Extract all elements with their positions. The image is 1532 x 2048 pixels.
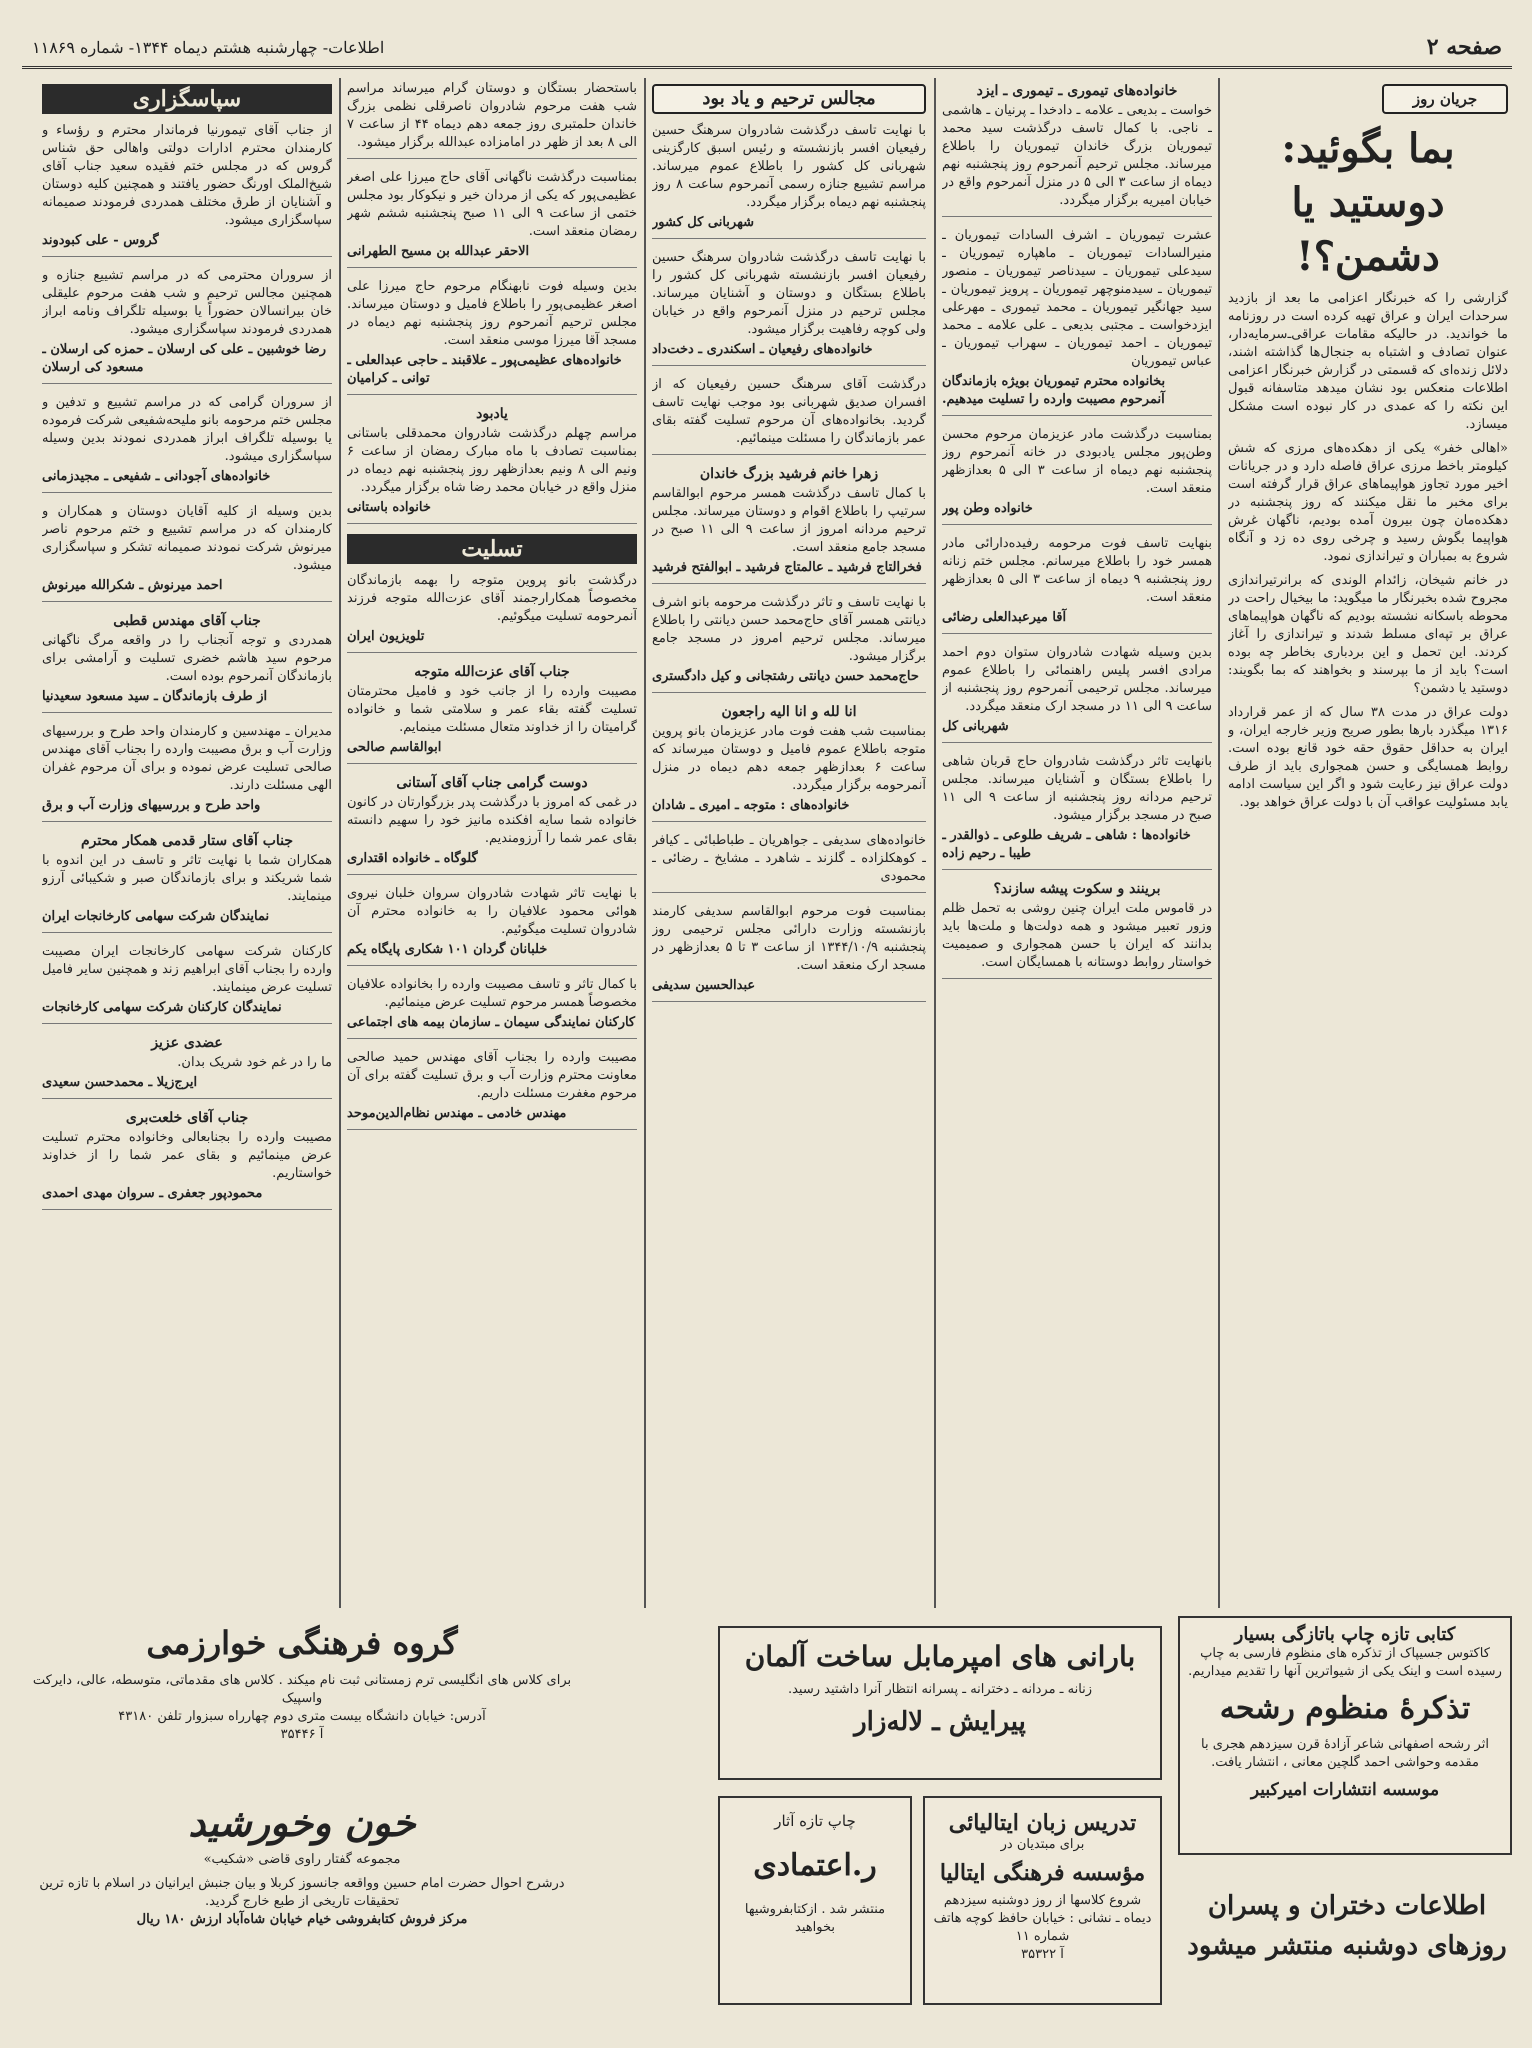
book-ad-intro: کاکتوس جسیپاک از تذکره های منظوم فارسی به چاپ رسیده است و اینک یکی از شیواترین آنها را تقدیم میداریم. [1188, 1646, 1502, 1679]
etemadi-ad [718, 1796, 912, 2005]
notice-block [42, 943, 332, 1024]
notice-body: خانواده‌های سدیفی ـ جواهریان ـ طباطبائی ـ کیافر ـ کوهکلزاده ـ گلزند ـ شاهرد ـ مشایخ ـ رضائی ـ محمودی [652, 833, 926, 884]
notice-body: از سروران گرامی که در مراسم تشییع و تدفین و مجلس ختم مرحومه بانو ملیحه‌شفیعی شرکت فرموده یا بوسیله تلگراف ابراز همدردی نمودند بدین وسیله سپاسگزاری میشود. [42, 395, 332, 464]
notice-signature: خانواده‌ها : شاهی ـ شریف طلوعی ـ ذوالقدر ـ طیبا ـ رحیم زاده [942, 828, 1191, 861]
condolence-banner: تسلیت [347, 534, 637, 564]
notice-body: مصیبت وارده را بجناب آقای مهندس حمید صالحی معاونت محترم وزارت آب و برق تسلیت گفته برای آن مرحوم مغفرت مسئلت داریم. [347, 1050, 637, 1101]
notice-signature: خانواده وطن پور [942, 501, 1033, 516]
notice-signature: گروس - علی کبودوند [42, 233, 159, 248]
notice-body: مراسم چهلم درگذشت شادروان محمدقلی باستانی بمناسبت تصادف با ماه مبارک رمضان از ساعت ۶ ونیم الی ۸ ونیم بعدازظهر روز پنجشنبه نهم دیماه در منزل واقع در خیابان محمد رضا شاه برگزار میگردد. [347, 426, 637, 495]
thanks-banner: سپاسگزاری [42, 84, 332, 114]
italian-sub: برای مبتدیان در [1000, 1837, 1085, 1852]
italian-body: شروع کلاسها از روز دوشنبه سیزدهم دیماه ـ نشانی : خیابان حافظ کوچه هاتف شماره ۱۱ [933, 1893, 1152, 1944]
notice-body: در غمی که امروز با درگذشت پدر بزرگوارتان در کانون خانواده شما سایه افکنده مانیز خود را سهیم دانسته بقای عمر شما را آرزومندیم. [347, 795, 637, 846]
notice-signature: خلبانان گردان ۱۰۱ شکاری پایگاه یکم [347, 942, 548, 957]
book-ad [1178, 1616, 1512, 1855]
notice-title: انا لله و انا الیه راجعون [721, 704, 857, 720]
notice-body: مصیبت وارده را از جانب خود و فامیل محترمتان تسلیت گفته بقاء عمر و سلامتی شما و خانواده گرامیتان را از خداوند متعال مسئلت مینمایم. [347, 684, 637, 735]
notice-signature: گلوگاه ـ خانواده اقتداری [347, 851, 478, 866]
issue-info: اطلاعات- چهارشنبه هشتم دیماه ۱۳۴۴- شماره ۱۱۸۶۹ [32, 37, 385, 57]
notice-block [652, 594, 926, 693]
notice-block [347, 278, 637, 395]
notice-title: جناب آقای ستار قدمی همکار محترم [80, 833, 294, 849]
notice-text: اطلاعات دختران و پسران روزهای دوشنبه منتشر میشود [1187, 1891, 1507, 1961]
khun-book-ad [22, 1796, 582, 2016]
etemadi-name: ر.اعتمادی [753, 1848, 877, 1883]
notice-signature: خانواده باستانی [347, 500, 431, 515]
notice-block [347, 169, 637, 268]
book-ad-title: کتابی تازه چاپ باتازگی بسیار [1234, 1624, 1456, 1645]
khun-sub: مجموعه گفتار راوی قاضی «شکیب» [203, 1852, 401, 1867]
italian-institute: مؤسسه فرهنگی ایتالیا [939, 1860, 1146, 1886]
newspaper-page [22, 28, 1512, 2028]
kharazmi-body: برای کلاس های انگلیسی ترم زمستانی ثبت نام میکند . کلاس های مقدماتی، متوسطه، عالی، دایرکت واسپیک [32, 1673, 572, 1706]
notice-signature: شهربانی کل [942, 719, 1009, 734]
notice-signature: خانواده‌های آجودانی ـ شفیعی ـ مجیدزمانی [42, 469, 271, 484]
notice-body: درگذشت آقای سرهنگ حسین رفیعیان که از افسران صدیق شهربانی بود موجب نهایت تاسف گردید. بخانواده‌های آن مرحوم تسلیت گفته بقای عمر بازماندگان را مسئلت مینمائیم. [652, 377, 926, 446]
editorial-column [1228, 80, 1508, 1610]
notice-body: با کمال تاسف درگذشت همسر مرحوم ابوالقاسم سرتیپ را باطلاع اقوام و دوستان میرساند. مجلس ترحیم مردانه امروز از ساعت ۹ الی ۱۱ صبح در مسجد جامع منعقد است. [652, 486, 926, 555]
notice-signature: کارکنان نمایندگی سیمان ـ سازمان بیمه های اجتماعی [347, 1015, 636, 1030]
editorial-paragraph: «اهالی خفر» یکی از دهکده‌های مرزی که شش کیلومتر باخط مرزی عراق فاصله دارد و در جریانات اخیر مورد تجاوز هواپیماهای عراق قرار گرفته است برای مخبر ما نقل میکنند که روز پنجشنبه در دهکده‌مان چون بیرون آمده بودیم، ناگهان غرش هواپیما بگوش رسید و چرخی روی ده زد و آنگاه شروع به بمباران و تیراندازی نمود. [1228, 441, 1508, 564]
notice-signature: خانواده‌های عظیمی‌پور ـ علاقبند ـ حاجی عبدالعلی ـ توانی ـ کرامیان [347, 353, 622, 386]
raincoat-store: پیرایش ـ لاله‌زار [854, 1707, 1026, 1737]
editorial-headline: بما بگوئید: دوستید یا دشمن؟! [1281, 125, 1455, 280]
notice-signature: نمایندگان شرکت سهامی کارخانجات ایران [42, 909, 270, 924]
notice-signature: خانواده‌های : متوجه ـ امیری ـ شادان [652, 798, 850, 813]
notice-signature: نمایندگان کارکنان شرکت سهامی کارخانجات [42, 1000, 282, 1015]
notice-body: بدین وسیله شهادت شادروان ستوان دوم احمد مرادی افسر پلیس راهنمائی را باطلاع عموم میرساند. مجلس ترحیمی آنمرحوم روز پنجشنبه از ساعت ۹ الی ۱۱ در مسجد ارک منعقد میگردد. [942, 645, 1212, 714]
notice-block [42, 122, 332, 257]
notice-block [347, 885, 637, 966]
notice-block [42, 267, 332, 384]
notice-block [652, 376, 926, 455]
notice-block [942, 535, 1212, 634]
notice-signature: الاحقر عبدالله بن مسیح الطهرانی [347, 244, 530, 259]
notice-body: با نهایت تاثر شهادت شادروان سروان خلبان نیروی هوائی محمود علافیان را به خانواده محترم آن شادروان تسلیت میگوئیم. [347, 886, 637, 937]
notice-signature: بخانواده محترم تیموریان بویژه بازماندگان آنمرحوم مصیبت وارده را تسلیت میدهیم. [942, 374, 1166, 407]
notice-block [42, 723, 332, 822]
notice-body: مدیران ـ مهندسین و کارمندان واحد طرح و بررسیهای وزارت آب و برق مصیبت وارده را بجناب آقای مهندس صالحی تسلیت عرض نموده و برای آن مرحوم غفران الهی مسئلت دارند. [42, 724, 332, 793]
notice-body: بدین وسیله از کلیه آقایان دوستان و همکاران و کارمندان که در مراسم تشییع و ختم مرحوم ناصر میرنوش شرکت نمودند صمیمانه تشکر و سپاسگزاری میشود. [42, 504, 332, 573]
notice-block [347, 80, 637, 159]
notice-body: از جناب آقای تیمورنیا فرماندار محترم و رؤساء و کارمندان محترم ادارات دولتی واهالی حق شناس گروس که در مجلس ختم فقیده سعید جناب آقای شیخ‌الملک اورنگ حضور یافتند و همچنین کلیه دوستان و آشنایان از طرق مختلف همدردی فرمودند صمیمانه سپاسگزاری میشود. [42, 123, 332, 228]
notice-block [42, 394, 332, 493]
notice-body: بمناسبت فوت مرحوم ابوالقاسم سدیفی کارمند بازنشسته وزارت دارائی مجلس ترحیمی روز پنجشنبه ۱۳۴۴/۱۰/۹ از ساعت ۳ تا ۵ بعدازظهر در مسجد ارک منعقد است. [652, 904, 926, 973]
notice-signature: عبدالحسین سدیفی [652, 978, 756, 993]
notice-body: مصیبت وارده را بجنابعالی وخانواده محترم تسلیت عرض مینمائیم و بقای عمر شما را از خداوند خواستاریم. [42, 1130, 332, 1181]
raincoat-ad [718, 1626, 1162, 1780]
page-header [22, 28, 1512, 69]
notice-block [652, 122, 926, 239]
book-ad-name: تذکرهٔ منظوم رشحه [1219, 1691, 1471, 1726]
raincoat-title: بارانی های امپرمابل ساخت آلمان [744, 1640, 1136, 1673]
memorial-banner: مجالس ترحیم و یاد بود [652, 84, 926, 114]
editorial-paragraph: دولت عراق در مدت ۳۸ سال که از عمر قرارداد ۱۳۱۶ میگذرد بارها بطور صریح وزیر خارجه ایران، و ایران به حداقل حقوق حقه خود قانع بوده است. روابط همسایگی و حسن همجواری باید از طرف دولت عراق نیز رعایت شود و اگر این سیاست ادامه یابد مسئولیت عواقب آن با دولت عراق خواهد بود. [1228, 705, 1508, 810]
notice-body: بمناسبت درگذشت ناگهانی آقای حاج میرزا علی اصغر عظیمی‌پور که یکی از مردان خیر و نیکوکار بود مجلس ختمی از ساعت ۹ الی ۱۱ صبح پنجشنبه ششم شهر رمضان منعقد است. [347, 170, 637, 239]
notice-signature: شهربانی کل کشور [652, 215, 754, 230]
book-ad-desc: اثر رشحه اصفهانی شاعر آزادهٔ قرن سیزدهم هجری با مقدمه وحواشی احمد گلچین معانی ، انتشار یافت. [1201, 1737, 1489, 1770]
notice-signature: ایرج‌زیلا ـ محمدحسن سعیدی [42, 1075, 198, 1090]
notice-title: جناب آقای مهندس قطبی [113, 613, 261, 629]
notice-block [652, 832, 926, 893]
italian-course-ad [923, 1796, 1162, 2005]
notice-body: همکاران شما با نهایت تاثر و تاسف در این اندوه با شما شریکند و برای بازماندگان صبر و شکیبائی آرزو مینمایند. [42, 853, 332, 904]
notice-body: با نهایت تاسف درگذشت شادروان سرهنگ حسین رفیعیان افسر بازنشسته شهربانی کل کشور را باطلاع بستگان و دوستان و آشنایان میرساند. مجلس ترحیم در منزل آنمرحوم واقع در خیابان ولی کوچه رفاهیت برگزار میشود. [652, 250, 926, 337]
etemadi-sub: منتشر شد . ازکتابفروشیها بخواهید [744, 1902, 886, 1935]
notice-body: با نهایت تاسف و تاثر درگذشت مرحومه بانو اشرف دیانتی همسر آقای حاج‌محمد حسن دیانتی را باطلاع میرساند. مجلس ترحیم امروز در مسجد جامع برگزار میشود. [652, 595, 926, 664]
notice-signature: ابوالقاسم صالحی [347, 740, 442, 755]
notice-body: عشرت تیموریان ـ اشرف السادات تیموریان ـ منیرالسادات تیموریان ـ ماهپاره تیموریان ـ سید‌علی تیموریان ـ سید‌ناصر تیموریان ـ منصور تیموریان ـ سید‌منوچهر تیموریان ـ پرویز تیموریان ـ سید جهانگیر تیموریان ـ محمد تیموری ـ مهرعلی ایزدخواست ـ مجتبی بدیعی ـ علی علامه ـ محمد تیموریان ـ احمد تیموریان ـ سهراب تیموریان ـ عباس تیموریان [942, 228, 1212, 369]
notice-title: جناب آقای خلعت‌بری [125, 1110, 249, 1126]
notice-body: همدردی و توجه آنجناب را در واقعه مرگ ناگهانی مرحوم سید هاشم خضری تسلیت و آرامشی برای بازماندگان آنمرحوم بوده است. [42, 633, 332, 684]
notice-signature: رضا خوشبین ـ علی کی ارسلان ـ حمزه کی ارسلان ـ مسعود کی ارسلان [42, 342, 327, 375]
notice-body: درگذشت بانو پروین متوجه را بهمه بازماندگان مخصوصاً همکارارجمند آقای عزت‌الله متوجه فرزند آنمرحومه تسلیت میگوئیم. [347, 573, 637, 624]
notices-column-1 [42, 80, 332, 1610]
ads-area [22, 1616, 1512, 2028]
notice-body: با نهایت تاسف درگذشت شادروان سرهنگ حسین رفیعیان افسر بازنشسته و رئیس اسبق کارگزینی شهربانی کل کشور را باطلاع عموم میرساند. مراسم تشییع جنازه رسمی آنمرحوم ساعت ۸ روز پنجشنبه نهم دیماه برگزار میگردد. [652, 123, 926, 210]
notice-block [652, 903, 926, 1002]
kharazmi-ad [22, 1616, 582, 1786]
notice-body: بمناسبت درگذشت مادر عزیزمان مرحوم محسن وطن‌پور مجلس یادبودی در خانه آنمرحوم روز پنجشنبه نهم دیماه از ساعت ۳ الی ۵ بعدازظهر منعقد است. [942, 427, 1212, 496]
notices-column-4 [942, 80, 1212, 1610]
notice-block [347, 572, 637, 653]
notice-block [347, 663, 637, 764]
notice-body: بنهایت تاسف فوت مرحومه رفیده‌دارائی مادر همسر خود را باطلاع میرسانم. مجلس ختم زنانه روز پنجشنبه ۹ دیماه از ساعت ۳ الی ۵ بعدازظهر منعقد است. [942, 536, 1212, 605]
notice-title: جناب آقای عزت‌الله متوجه [414, 664, 570, 680]
notice-block [347, 1049, 637, 1130]
notice-block [942, 644, 1212, 743]
section-tag: جریان روز [1382, 84, 1508, 114]
notice-signature: واحد طرح و بررسیهای وزارت آب و برق [42, 798, 261, 813]
notice-body: باستحضار بستگان و دوستان گرام میرساند مراسم شب هفت مرحوم شادروان ناصرقلی نظمی بزرگ خاندان حلمتبری روز جمعه دهم دیماه ۴۴ از ساعت ۷ الی ۸ بعد از ظهر در امامزاده عبدالله برگزار میشود. [347, 81, 637, 150]
kharazmi-title: گروه فرهنگی خوارزمی [146, 1624, 458, 1662]
kharazmi-address: آدرس: خیابان دانشگاه بیست متری دوم چهارراه سبزوار تلفن ۴۳۱۸۰ [118, 1709, 486, 1724]
notice-block [42, 1034, 332, 1099]
notice-block [942, 753, 1212, 870]
notice-block [347, 405, 637, 524]
notice-body: بمناسبت شب هفت فوت مادر عزیزمان بانو پروین متوجه باطلاع عموم فامیل و دوستان میرساند که ساعت ۶ بعدازظهر جمعه دهم دیماه در منزل آنمرحومه برگزار میگردد. [652, 724, 926, 793]
khun-store: مرکز فروش کتابفروشی خیام خیابان شاه‌آباد ارزش ۱۸۰ ریال [136, 1912, 468, 1927]
italian-title: تدریس زبان ایتالیائی [948, 1810, 1137, 1836]
notice-block [42, 1109, 332, 1210]
notice-body: بانهایت تاثر درگذشت شادروان حاج قربان شاهی را باطلاع بستگان و آشنایان میرساند. مجلس ترحیم مردانه روز پنجشنبه از ساعت ۹ الی ۱۱ صبح در مسجد برگزار میشود. [942, 754, 1212, 823]
notice-signature: محمودپور جعفری ـ سروان مهدی احمدی [42, 1186, 263, 1201]
notice-block [42, 832, 332, 933]
raincoat-sub: زنانه ـ مردانه ـ دخترانه ـ پسرانه انتظار آنرا داشتید رسید. [787, 1682, 1093, 1697]
notice-body: در قاموس ملت ایران چنین روشی به تحمل ظلم وزور تعبیر میشود و همه دولت‌ها و ملت‌ها باید بدانند که ایران با حسن همجواری و صمیمیت خواستار روابط دوستانه با همسایگان است. [942, 901, 1212, 970]
notice-body: کارکنان شرکت سهامی کارخانجات ایران مصیبت وارده را بجناب آقای ابراهیم زند و همچنین سایر فامیل تسلیت عرض مینمایند. [42, 944, 332, 995]
notices-column-3 [652, 80, 926, 1610]
notice-signature: حاج‌محمد حسن دیانتی رشتجانی و کیل دادگستری [652, 669, 919, 684]
page-number: صفحه ۲ [1426, 34, 1502, 60]
notice-body: ما را در غم خود شریک بدان. [177, 1055, 332, 1070]
notice-block [942, 227, 1212, 416]
khun-body: درشرح احوال حضرت امام حسین وواقعه جانسوز کربلا و بیان جنبش ایرانیان در اسلام با تازه ترین تحقیقات تاریخی از طبع خارج گردید. [39, 1876, 565, 1909]
notice-block [42, 503, 332, 602]
notice-body: بدین وسیله فوت نابهنگام مرحوم حاج میرزا علی اصغر عظیمی‌پور را باطلاع فامیل و دوستان میرساند. مجلس ترحیم آنمرحوم روز پنجشنبه نهم دیماه در مسجد آقا میرزا موسی منعقد است. [347, 279, 637, 348]
notice-block [347, 774, 637, 875]
notice-title: یادبود [476, 406, 508, 422]
notice-block [942, 426, 1212, 525]
editorial-paragraph: گزارشی را که خبرنگار اعزامی ما بعد از بازدید سرحدات ایران و عراق تهیه کرده است در روزنامه ما خواندید. در حالیکه مقامات عراقی‌ـ‌سرمایه‌دار، عنوان تصادف و اشتباه به جنجال‌ها گذاشته اشند، دلائل زنده‌ای که قسمتی در گزارش خبرنگار اعزامی اطلاعات منعکس بود نشان میدهد متاسفانه قبول این نکته را که عمدی در کار نبوده است مشکل میسازد. [1228, 291, 1508, 432]
notice-signature: تلویزیون ایران [347, 629, 425, 644]
notice-block [942, 880, 1212, 979]
notice-box [1182, 1866, 1512, 2016]
notice-body: از سروران محترمی که در مراسم تشییع جنازه و همچنین مجالس ترحیم و شب هفت مرحوم علیقلی خان بیرانسالان حضوراً یا بوسیله تلگراف ونامه ابراز همدردی فرمودند سپاسگزاری میشود. [42, 268, 332, 337]
notice-block [652, 249, 926, 366]
italian-code: آ ۳۵۳۲۲ [1021, 1947, 1064, 1962]
notice-block [942, 82, 1212, 217]
etemadi-head: چاپ تازه آثار [774, 1812, 856, 1830]
khun-title: خون وخورشید [188, 1800, 416, 1845]
notice-body: با کمال تاثر و تاسف مصیبت وارده را بخانواده علافیان مخصوصاً همسر مرحوم تسلیت عرض مینمائیم. [347, 977, 637, 1010]
notice-block [347, 976, 637, 1039]
notice-title: دوست گرامی جناب آقای آستانی [396, 775, 588, 791]
notice-title: برینند و سکوت پیشه سازند؟ [993, 881, 1161, 897]
kharazmi-code: آ ۳۵۴۴۶ [280, 1727, 324, 1742]
notice-signature: خانواده‌های رفیعیان ـ اسکندری ـ دخت‌داد [652, 342, 873, 357]
notices-column-2 [347, 80, 637, 1610]
notice-signature: احمد میرنوش ـ شکرالله میرنوش [42, 578, 223, 593]
notice-title: زهرا خانم فرشید بزرگ خاندان [699, 466, 879, 482]
notice-body: خواست ـ بدیعی ـ علامه ـ دادخدا ـ پرنیان ـ هاشمی ـ ناجی. با کمال تاسف درگذشت سید محمد تیموریان بزرگ خاندان تیموریان را باطلاع میرساند. مجلس ترحیم آنمرحوم روز پنجشنبه نهم دیماه از ساعت ۳ الی ۵ در منزل آنمرحوم واقع در خیابان امیریه برگزار میگردد. [942, 103, 1212, 208]
notice-block [652, 465, 926, 584]
book-ad-publisher: موسسه انتشارات امیرکبیر [1250, 1780, 1440, 1800]
notice-signature: آقا میرعبدالعلی رضائی [942, 610, 1067, 625]
notice-block [652, 703, 926, 822]
notice-signature: مهندس خادمی ـ مهندس نظام‌الدین‌موحد [347, 1106, 567, 1121]
notice-title: خانواده‌های تیموری ـ تیموری ـ ایزد [976, 83, 1178, 99]
notice-title: عضدی عزیز [151, 1035, 223, 1051]
notice-signature: از طرف بازماندگان ـ سید مسعود سعیدنیا [42, 689, 268, 704]
notice-signature: فخرالتاج فرشید ـ عالمتاج فرشید ـ ابوالفتح فرشید [652, 560, 922, 575]
editorial-paragraph: در خانم شیخان، زائدام الوندی که برانرتیراندازی مجروح شده بخبرنگار ما میگوید: ما بیخیال راحت در محوطه باسکانه نشسته بودیم که ناگهان هواپیماهای عراق بر تپه‌ای مسلط شدند و تیراندازی را آغاز کردند. این تحمل و این بردباری بخاطر چه بوده است؟ باید از ما بپرسند و بخواهند که بما بگویند: دوستید یا دشمن؟ [1228, 573, 1508, 696]
notice-block [42, 612, 332, 713]
